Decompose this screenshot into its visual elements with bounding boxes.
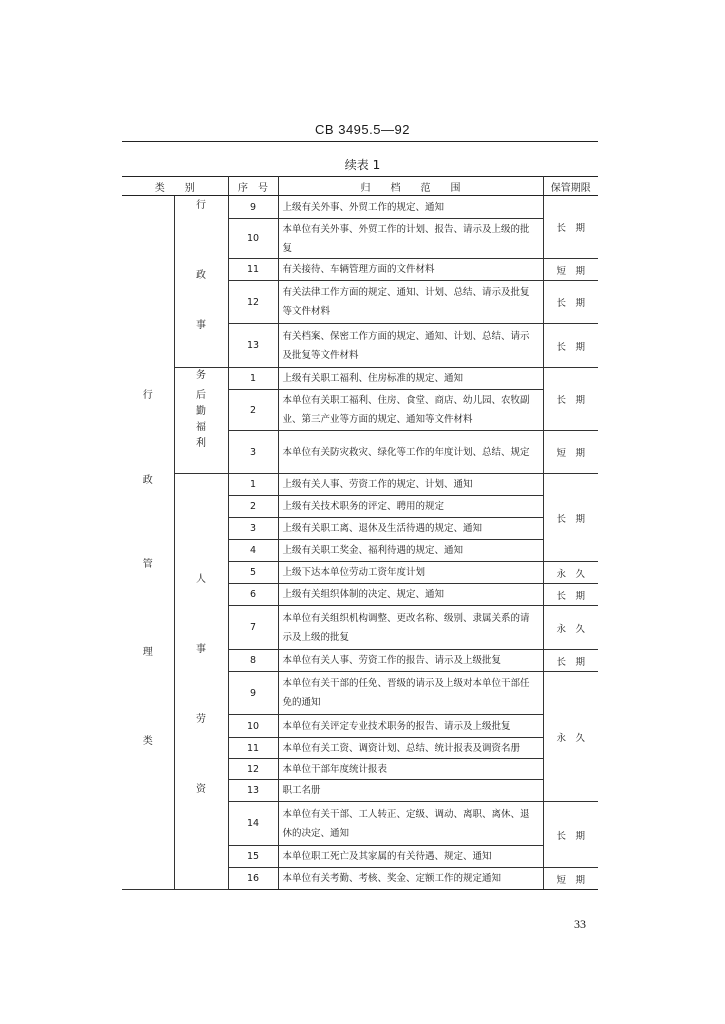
- col-header-scope: 归 档 范 围: [278, 177, 543, 196]
- subcategory-char: 事: [196, 644, 206, 655]
- table-header-row: [122, 177, 598, 196]
- page-number: 33: [574, 917, 586, 931]
- subcategory-personnel-wages: [174, 474, 228, 890]
- subcategory-char: 后: [196, 390, 206, 401]
- row-period: 长 期: [543, 474, 598, 562]
- row-scope: 上级有关技术职务的评定、聘用的规定: [278, 496, 543, 518]
- header-rule: [122, 141, 598, 142]
- row-number: 13: [228, 780, 278, 802]
- row-number: 9: [228, 672, 278, 715]
- row-period: 长 期: [543, 802, 598, 868]
- row-scope: 本单位有关干部、工人转正、定级、调动、离职、离休、退休的决定、通知: [278, 802, 543, 846]
- row-period: 长 期: [543, 281, 598, 324]
- row-scope: 本单位有关组织机构调整、更改名称、级别、隶属关系的请示及上级的批复: [278, 606, 543, 650]
- row-number: 7: [228, 606, 278, 650]
- row-period: 长 期: [543, 650, 598, 672]
- row-scope: 本单位有关外事、外贸工作的计划、报告、请示及上级的批复: [278, 219, 543, 259]
- row-number: 16: [228, 868, 278, 890]
- row-scope: 本单位有关考勤、考核、奖金、定额工作的规定通知: [278, 868, 543, 890]
- row-number: 1: [228, 368, 278, 390]
- row-scope: 上级有关外事、外贸工作的规定、通知: [278, 196, 543, 219]
- row-number: 13: [228, 324, 278, 368]
- col-header-seq: 序 号: [228, 177, 278, 196]
- row-scope: 本单位有关人事、劳资工作的报告、请示及上级批复: [278, 650, 543, 672]
- row-scope: 有关接待、车辆管理方面的文件材料: [278, 259, 543, 281]
- row-scope: 有关档案、保密工作方面的规定、通知、计划、总结、请示及批复等文件材料: [278, 324, 543, 368]
- row-scope: 本单位职工死亡及其家属的有关待遇、规定、通知: [278, 846, 543, 868]
- row-number: 11: [228, 259, 278, 281]
- row-number: 12: [228, 281, 278, 324]
- row-number: 14: [228, 802, 278, 846]
- row-scope: 职工名册: [278, 780, 543, 802]
- row-number: 1: [228, 474, 278, 496]
- col-header-period: 保管期限: [543, 177, 598, 196]
- subcategory-char: 行: [196, 200, 206, 211]
- row-scope: 上级有关职工福利、住房标准的规定、通知: [278, 368, 543, 390]
- category-char: 管: [142, 559, 153, 570]
- row-number: 15: [228, 846, 278, 868]
- subcategory-logistics-welfare: [174, 368, 228, 474]
- row-number: 5: [228, 562, 278, 584]
- row-scope: 本单位有关评定专业技术职务的报告、请示及上级批复: [278, 715, 543, 738]
- row-scope: 上级有关职工离、退休及生活待遇的规定、通知: [278, 518, 543, 540]
- row-period: 短 期: [543, 259, 598, 281]
- subcategory-char: 政: [196, 270, 206, 281]
- archive-table: [122, 176, 598, 890]
- row-number: 6: [228, 584, 278, 606]
- subcategory-char: 人: [196, 574, 206, 585]
- subcategory-char: 事: [196, 320, 206, 331]
- row-number: 9: [228, 196, 278, 219]
- row-period: 长 期: [543, 584, 598, 606]
- row-number: 12: [228, 759, 278, 780]
- document-code: CB 3495.5—92: [315, 122, 410, 137]
- row-scope: 本单位干部年度统计报表: [278, 759, 543, 780]
- row-number: 8: [228, 650, 278, 672]
- table-row: [122, 196, 598, 219]
- table-row: [122, 368, 598, 390]
- row-period: 永 久: [543, 672, 598, 802]
- subcategory-char: 利: [196, 438, 206, 449]
- row-number: 4: [228, 540, 278, 562]
- category-char: 理: [142, 647, 153, 658]
- subcategory-char: 资: [196, 784, 206, 795]
- category-char: 政: [142, 475, 153, 486]
- row-scope: 本单位有关防灾救灾、绿化等工作的年度计划、总结、规定: [278, 431, 543, 474]
- subcategory-char: 勤: [196, 406, 206, 417]
- row-scope: 本单位有关工资、调资计划、总结、统计报表及调资名册: [278, 738, 543, 759]
- category-main: [122, 196, 174, 890]
- row-scope: 本单位有关职工福利、住房、食堂、商店、幼儿园、农牧副业、第三产业等方面的规定、通知等文件材料: [278, 390, 543, 431]
- row-scope: 本单位有关干部的任免、晋级的请示及上级对本单位干部任免的通知: [278, 672, 543, 715]
- row-number: 2: [228, 390, 278, 431]
- row-period: 永 久: [543, 606, 598, 650]
- row-scope: 上级有关组织体制的决定、规定、通知: [278, 584, 543, 606]
- subcategory-char: 福: [196, 422, 206, 433]
- row-period: 长 期: [543, 196, 598, 259]
- category-char: 行: [142, 390, 153, 401]
- category-char: 类: [142, 736, 153, 747]
- table-row: [122, 474, 598, 496]
- row-scope: 上级有关人事、劳资工作的规定、计划、通知: [278, 474, 543, 496]
- row-period: 长 期: [543, 324, 598, 368]
- subcategory-char: 劳: [196, 714, 206, 725]
- row-period: 短 期: [543, 431, 598, 474]
- row-period: 长 期: [543, 368, 598, 431]
- row-scope: 上级下达本单位劳动工资年度计划: [278, 562, 543, 584]
- row-number: 10: [228, 715, 278, 738]
- row-number: 11: [228, 738, 278, 759]
- subcategory-admin-affairs: [174, 196, 228, 381]
- row-scope: 有关法律工作方面的规定、通知、计划、总结、请示及批复等文件材料: [278, 281, 543, 324]
- row-number: 2: [228, 496, 278, 518]
- row-number: 10: [228, 219, 278, 259]
- table-caption: 续表 1: [344, 158, 381, 172]
- row-period: 短 期: [543, 868, 598, 890]
- row-period: 永 久: [543, 562, 598, 584]
- row-number: 3: [228, 431, 278, 474]
- subcategory-char: 务: [196, 370, 206, 381]
- col-header-category: 类 别: [122, 177, 228, 196]
- row-scope: 上级有关职工奖金、福利待遇的规定、通知: [278, 540, 543, 562]
- row-number: 3: [228, 518, 278, 540]
